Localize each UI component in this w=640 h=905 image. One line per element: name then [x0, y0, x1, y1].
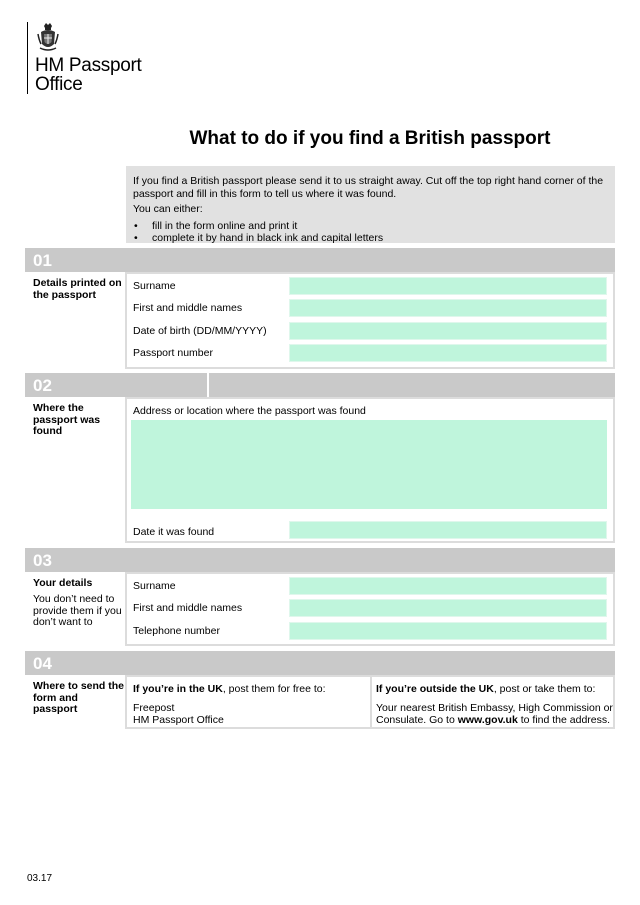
section-number: 03 — [33, 551, 52, 570]
gov-uk-link[interactable]: www.gov.uk — [457, 714, 518, 726]
form-row — [133, 276, 613, 296]
form-version: 03.17 — [27, 873, 53, 884]
section-03-band — [25, 548, 615, 572]
intro-paragraph: If you find a British passport please send it to us straight away. Cut off the top right hand corner of the passport and fill in this form to tell us where it was found. — [133, 175, 604, 200]
your-surname-field[interactable] — [289, 577, 607, 595]
section-number: 04 — [33, 654, 52, 673]
section-04-band — [25, 651, 615, 675]
form-row — [133, 298, 613, 318]
section-01 — [25, 272, 615, 369]
brand-name — [35, 56, 142, 94]
section-01-band — [25, 248, 615, 272]
intro-list — [133, 220, 608, 245]
form-row — [133, 598, 613, 618]
address-field[interactable] — [131, 420, 607, 509]
names-field[interactable] — [289, 299, 607, 317]
abroad-text — [376, 702, 613, 727]
section-02 — [25, 397, 615, 543]
section-heading: Where the passport was found — [33, 402, 101, 437]
abroad-heading-bold: If you’re outside the UK — [376, 683, 494, 695]
section-04 — [25, 675, 615, 729]
brand-line-2: Office — [35, 74, 83, 95]
section-03 — [25, 572, 615, 646]
uk-address-line-2: HM Passport Office — [133, 714, 224, 726]
abroad-heading — [376, 683, 613, 696]
section-heading: Where to send the form and passport — [33, 680, 125, 715]
section-02-band — [25, 373, 615, 397]
telephone-field[interactable] — [289, 622, 607, 640]
field-label: Surname — [133, 280, 176, 292]
section-panel — [125, 397, 615, 543]
uk-heading-bold: If you’re in the UK — [133, 683, 223, 695]
intro-either: You can either: — [133, 203, 203, 215]
abroad-text-after: to find the address. — [517, 714, 611, 726]
abroad-heading-rest: , post or take them to: — [493, 683, 596, 695]
form-row — [133, 576, 613, 596]
form-row — [133, 343, 613, 363]
intro-box — [126, 166, 615, 243]
section-number: 01 — [33, 251, 52, 270]
field-label: First and middle names — [133, 602, 243, 614]
form-row — [133, 621, 613, 641]
uk-column — [127, 677, 370, 727]
section-panel — [125, 572, 615, 646]
royal-crest-icon — [37, 22, 59, 54]
page-title: What to do if you find a British passport — [189, 128, 551, 149]
field-label: Date of birth (DD/MM/YYYY) — [133, 325, 267, 337]
section-panel — [125, 675, 615, 729]
section-number: 02 — [33, 376, 52, 395]
field-label: Passport number — [133, 347, 213, 359]
abroad-column — [370, 677, 613, 727]
section-panel — [125, 272, 615, 369]
field-label: Address or location where the passport was found — [133, 405, 366, 417]
form-row — [133, 321, 613, 341]
passport-number-field[interactable] — [289, 344, 607, 362]
date-of-birth-field[interactable] — [289, 322, 607, 340]
list-item: • complete it by hand in black ink and capital letters — [133, 232, 608, 245]
abroad-text-before: Your nearest British Embassy, High Commission or Consulate. Go to — [376, 701, 613, 726]
section-subtext: You don’t need to provide them if you don’t want to — [33, 593, 122, 628]
date-found-field[interactable] — [289, 521, 607, 539]
field-label: Date it was found — [133, 526, 215, 538]
your-names-field[interactable] — [289, 599, 607, 617]
band-divider — [207, 373, 209, 397]
column-divider — [370, 677, 372, 727]
field-label: First and middle names — [133, 302, 243, 314]
uk-address-line-1: Freepost — [133, 701, 175, 714]
form-row — [133, 520, 613, 540]
field-label: Surname — [133, 580, 176, 592]
list-item: • fill in the form online and print it — [133, 220, 608, 233]
uk-heading — [133, 683, 370, 696]
field-label: Telephone number — [133, 625, 220, 637]
section-heading: Details printed on the passport — [33, 277, 122, 301]
section-heading: Your details — [33, 577, 93, 589]
uk-heading-rest: , post them for free to: — [222, 683, 326, 695]
brand-line-1: HM Passport — [35, 55, 142, 76]
surname-field[interactable] — [289, 277, 607, 295]
hmpo-logo — [27, 22, 142, 94]
